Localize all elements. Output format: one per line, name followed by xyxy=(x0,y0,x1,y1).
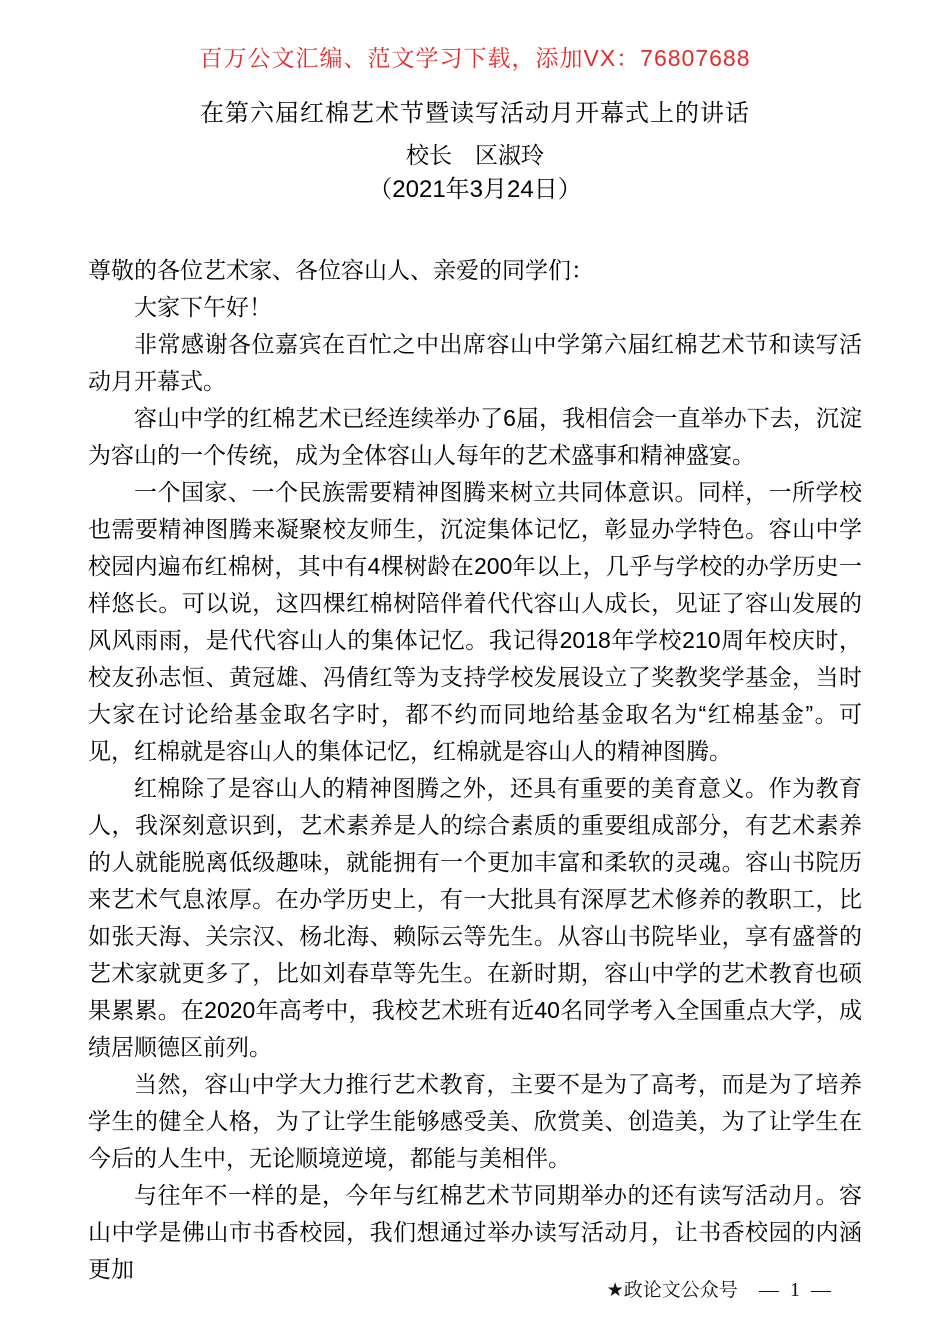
paragraph-reading-month: 与往年不一样的是，今年与红棉艺术节同期举办的还有读写活动月。容山中学是佛山市书香校园，我们想通过举办读写活动月，让书香校园的内涵更加 xyxy=(88,1182,862,1282)
paragraph-spirit-totem: 一个国家、一个民族需要精神图腾来树立共同体意识。同样，一所学校也需要精神图腾来凝聚校友师生，沉淀集体记忆，彰显办学特色。容山中学校园内遍布红棉树，其中有4棵树龄在200年以上，几乎与学校的办学历史一样悠长。可以说，这四棵红棉树陪伴着代代容山人成长，见证了容山发展的风风雨雨，是代代容山人的集体记忆。我记得2018年学校210周年校庆时，校友孙志恒、黄冠雄、冯倩红等为支持学校发展设立了奖教奖学基金，当时大家在讨论给基金取名字时，都不约而同地给基金取名为“红棉基金”。可见，红棉就是容山人的集体记忆，红棉就是容山人的精神图腾。 xyxy=(88,479,862,764)
salutation-line: 尊敬的各位艺术家、各位容山人、亲爱的同学们： xyxy=(88,257,594,283)
date-line: （2021年3月24日） xyxy=(368,176,582,203)
page-footer xyxy=(607,1279,834,1302)
paragraph-thanks: 非常感谢各位嘉宾在百忙之中出席容山中学第六届红棉艺术节和读写活动月开幕式。 xyxy=(88,331,862,394)
promo-banner: 百万公文汇编、范文学习下载，添加VX：76807688 xyxy=(199,45,751,71)
paragraph-greeting: 大家下午好！ xyxy=(134,294,272,320)
author-line: 校长 区淑玲 xyxy=(406,142,544,168)
paragraph-aesthetic-education: 红棉除了是容山人的精神图腾之外，还具有重要的美育意义。作为教育人，我深刻意识到，艺术素养是人的综合素质的重要组成部分，有艺术素养的人就能脱离低级趣味，就能拥有一个更加丰富和柔软的灵魂。容山书院历来艺术气息浓厚。在办学历史上，有一大批具有深厚艺术修养的教职工，比如张天海、关宗汉、杨北海、赖际云等先生。从容山书院毕业，享有盛誉的艺术家就更多了，比如刘春草等先生。在新时期，容山中学的艺术教育也硕果累累。在2020年高考中，我校艺术班有近40名同学考入全国重点大学，成绩居顺德区前列。 xyxy=(88,775,862,1060)
page-number: — 1 — xyxy=(759,1279,834,1301)
document-body xyxy=(0,252,950,1288)
paragraph-purpose: 当然，容山中学大力推行艺术教育，主要不是为了高考，而是为了培养学生的健全人格，为了让学生能够感受美、欣赏美、创造美，为了让学生在今后的人生中，无论顺境逆境，都能与美相伴。 xyxy=(88,1071,862,1171)
paragraph-festival-history: 容山中学的红棉艺术已经连续举办了6届，我相信会一直举办下去，沉淀为容山的一个传统，成为全体容山人每年的艺术盛事和精神盛宴。 xyxy=(88,405,862,468)
watermark-label: ★政论文公众号 xyxy=(606,1280,738,1301)
document-title: 在第六届红棉艺术节暨读写活动月开幕式上的讲话 xyxy=(200,100,750,127)
